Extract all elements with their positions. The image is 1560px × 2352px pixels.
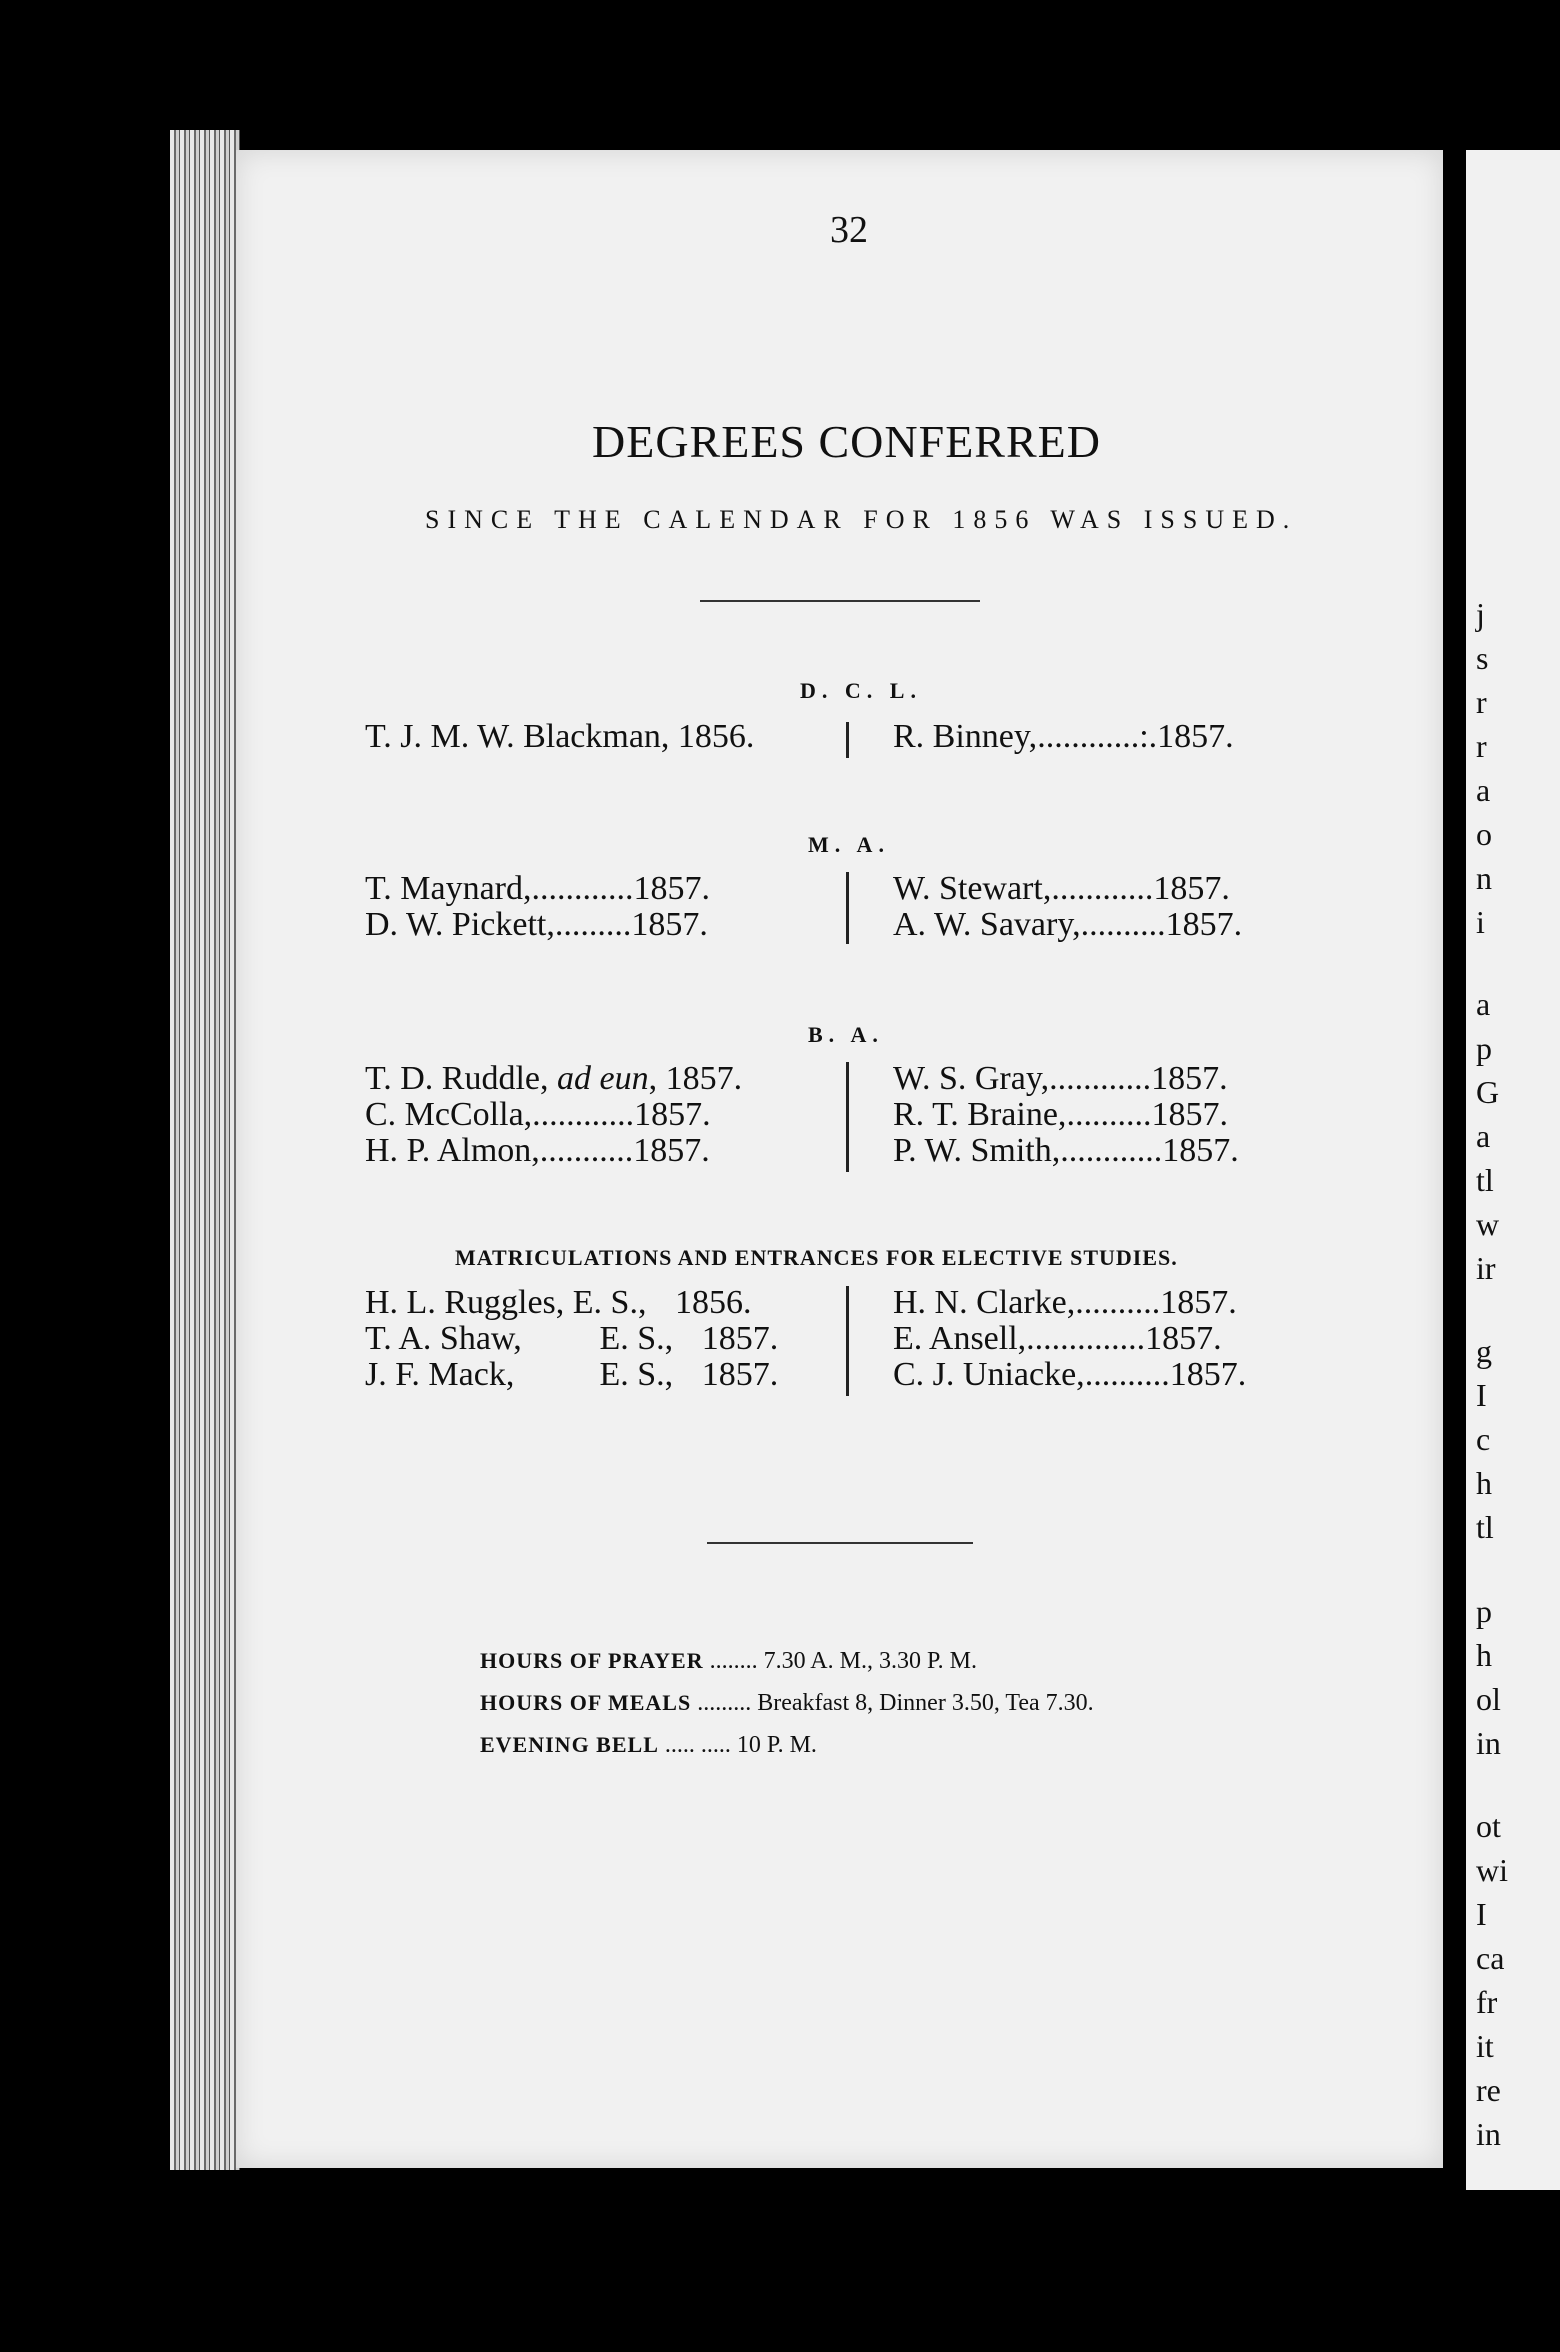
fragment: a	[1476, 772, 1491, 808]
ma-left-entry	[365, 870, 710, 908]
hours-value: 7.30 A. M., 3.30 P. M.	[763, 1648, 977, 1674]
fragment: h	[1476, 1465, 1492, 1501]
entry-dots: ..........	[1080, 906, 1166, 943]
matric-right-entry	[893, 1320, 1222, 1358]
entry-dots: ............	[1049, 1060, 1152, 1097]
entry-dots: ............	[531, 870, 634, 907]
fragment: ol	[1476, 1681, 1501, 1717]
fragment: ir	[1476, 1250, 1496, 1286]
matric-left-entry	[365, 1356, 778, 1394]
entry-es: E. S.,	[572, 1284, 647, 1321]
fragment: n	[1476, 860, 1492, 896]
hours-label: HOURS OF MEALS	[480, 1690, 692, 1715]
divider-bottom	[707, 1542, 973, 1544]
entry-name: T. Maynard,	[365, 870, 532, 907]
entry-name: H. P. Almon,	[365, 1132, 540, 1169]
divider-top	[700, 600, 980, 602]
fragment: in	[1476, 2116, 1501, 2152]
dcl-left-entry	[365, 718, 754, 756]
fragment: i	[1476, 904, 1485, 940]
entry-name: H. N. Clarke,	[893, 1284, 1076, 1321]
ba-heading: B. A.	[808, 1022, 884, 1047]
entry-name: E. Ansell,	[893, 1320, 1027, 1357]
ma-left-entry	[365, 906, 708, 944]
entry-year: 1857.	[701, 1320, 779, 1357]
fragment: p	[1476, 1593, 1492, 1629]
entry-year: 1857.	[633, 1132, 710, 1169]
fragment: I	[1476, 1896, 1487, 1932]
entry-es: E. S.,	[599, 1356, 674, 1393]
entry-name: P. W. Smith,	[893, 1132, 1061, 1169]
entry-year: 1857.	[1165, 906, 1243, 943]
entry-dots: .........	[554, 906, 632, 943]
entry-es: E. S.,	[599, 1320, 674, 1357]
entry-year: 1857.	[1160, 1284, 1237, 1321]
entry-name: T. A. Shaw,	[365, 1320, 522, 1357]
entry-year: 1857.	[1151, 1060, 1228, 1097]
ba-left-entry	[365, 1132, 710, 1170]
fragment: s	[1476, 640, 1489, 676]
entry-dots: ...........	[539, 1132, 634, 1169]
hours-label: EVENING BELL	[480, 1732, 659, 1757]
fragment: in	[1476, 1725, 1501, 1761]
ba-right-entry	[893, 1096, 1228, 1134]
fragment: G	[1476, 1074, 1500, 1110]
entry-year: .1857.	[1148, 718, 1234, 755]
entry-year: 1857.	[634, 1096, 711, 1133]
fragment: it	[1476, 2028, 1494, 2064]
entry-name: W. S. Gray,	[893, 1060, 1050, 1097]
entry-name: W. Stewart,	[893, 870, 1052, 907]
ma-right-entry	[893, 870, 1230, 908]
entry-dots: ..........	[1084, 1356, 1170, 1393]
entry-dots: ..........	[1066, 1096, 1152, 1133]
entry-dots: ............:	[1037, 718, 1149, 755]
fragment: a	[1476, 1118, 1491, 1154]
ba-right-entry	[893, 1060, 1228, 1098]
entry-name: C. J. Uniacke,	[893, 1356, 1085, 1393]
entry-name: C. McColla,	[365, 1096, 533, 1133]
entry-year: 1857.	[665, 1060, 743, 1097]
entry-year: 1857.	[1169, 1356, 1247, 1393]
fragment: wi	[1476, 1852, 1508, 1888]
entry-name: T. D. Ruddle,	[365, 1060, 549, 1097]
entry-dots: ............	[532, 1096, 635, 1133]
ba-left-entry	[365, 1096, 711, 1134]
hours-label: HOURS OF PRAYER	[480, 1648, 704, 1673]
hours-prayer	[480, 1648, 977, 1675]
entry-name: H. L. Ruggles,	[365, 1284, 565, 1321]
entry-year: 1857.	[701, 1356, 779, 1393]
column-separator	[846, 872, 849, 944]
fragment: tl	[1476, 1162, 1494, 1198]
fragment: w	[1476, 1206, 1500, 1242]
fragment: fr	[1476, 1984, 1498, 2020]
matric-right-entry	[893, 1356, 1246, 1394]
entry-note: ad eun	[557, 1060, 649, 1097]
entry-name: D. W. Pickett,	[365, 906, 555, 943]
fragment: c	[1476, 1421, 1491, 1457]
entry-dots: ............	[1051, 870, 1154, 907]
ma-heading: M. A.	[808, 832, 890, 857]
entry-year: 1857.	[1151, 1096, 1228, 1133]
fragment: ca	[1476, 1940, 1505, 1976]
entry-year: 1856.	[674, 1284, 752, 1321]
page-title: DEGREES CONFERRED	[592, 416, 1101, 467]
entry-name: R. T. Braine,	[893, 1096, 1067, 1133]
entry-name: R. Binney,	[893, 718, 1038, 755]
fragment: ot	[1476, 1808, 1501, 1844]
hours-evening-bell	[480, 1732, 817, 1759]
hours-dots: ........	[709, 1648, 758, 1674]
entry-year: 1857.	[633, 870, 710, 907]
entry-year: 1857.	[631, 906, 708, 943]
entry-dots: ..........	[1075, 1284, 1161, 1321]
entry-year: 1857.	[1145, 1320, 1222, 1357]
fragment: p	[1476, 1030, 1492, 1066]
matric-left-entry	[365, 1284, 751, 1322]
page-number: 32	[830, 209, 868, 251]
entry-name: J. F. Mack,	[365, 1356, 515, 1393]
fragment: r	[1476, 728, 1487, 764]
adjacent-page	[1466, 150, 1560, 2190]
entry-name: T. J. M. W. Blackman,	[365, 718, 670, 755]
fragment: a	[1476, 986, 1491, 1022]
fragment: re	[1476, 2072, 1501, 2108]
column-separator	[846, 722, 849, 758]
dcl-heading: D. C. L.	[800, 678, 922, 703]
fragment: g	[1476, 1333, 1492, 1369]
fragment: o	[1476, 816, 1492, 852]
matriculations-heading: MATRICULATIONS AND ENTRANCES FOR ELECTIVE STUDIES.	[455, 1245, 1178, 1270]
hours-value: 10 P. M.	[736, 1732, 817, 1758]
ma-right-entry	[893, 906, 1242, 944]
hours-meals	[480, 1690, 1094, 1717]
matric-right-entry	[893, 1284, 1237, 1322]
hours-dots: ..... .....	[664, 1732, 731, 1758]
hours-dots: .........	[697, 1690, 752, 1716]
fragment: I	[1476, 1377, 1487, 1413]
entry-dots: ..............	[1026, 1320, 1146, 1357]
dcl-right-entry	[893, 718, 1234, 756]
entry-name: A. W. Savary,	[893, 906, 1081, 943]
ba-left-entry: T. D. Ruddle, ad eun, 1857.	[365, 1060, 743, 1097]
ba-right-entry	[893, 1132, 1239, 1170]
fragment: j	[1476, 596, 1485, 632]
entry-year: 1856.	[677, 718, 755, 755]
entry-year: 1857.	[1153, 870, 1230, 907]
entry-dots: ............	[1060, 1132, 1163, 1169]
column-separator	[846, 1062, 849, 1172]
fragment: h	[1476, 1637, 1492, 1673]
column-separator	[846, 1286, 849, 1396]
page-subtitle: SINCE THE CALENDAR FOR 1856 WAS ISSUED.	[425, 505, 1298, 534]
hours-value: Breakfast 8, Dinner 3.50, Tea 7.30.	[757, 1690, 1094, 1716]
entry-year: 1857.	[1162, 1132, 1239, 1169]
fragment: r	[1476, 684, 1487, 720]
matric-left-entry	[365, 1320, 778, 1358]
fragment: tl	[1476, 1509, 1494, 1545]
